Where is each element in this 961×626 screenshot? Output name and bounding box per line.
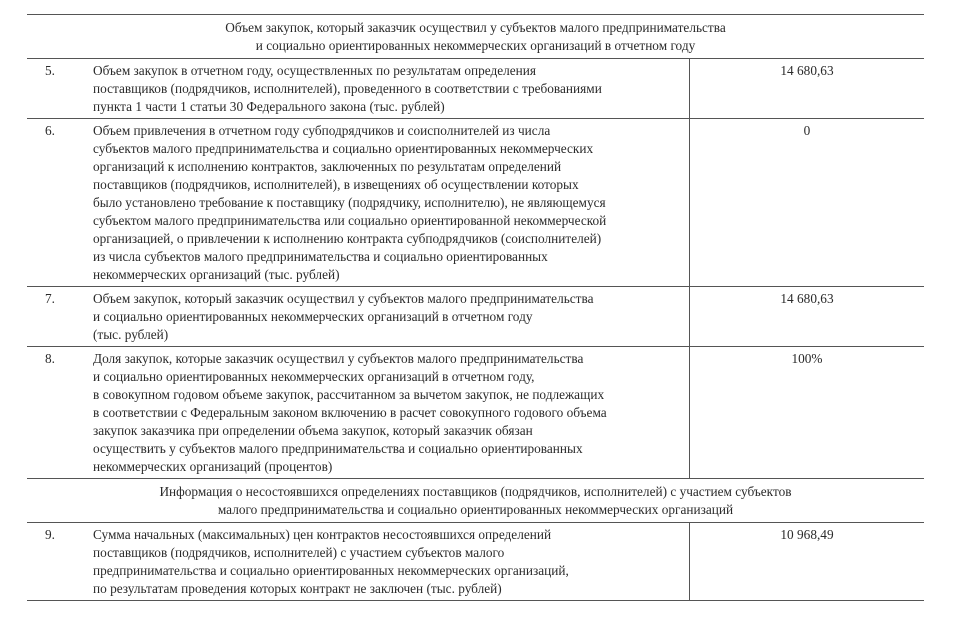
row-description [89,523,690,601]
table-row [27,59,924,119]
description-line: и социально ориентированных некоммерческих организаций в отчетном году, [93,369,535,384]
description-line: Доля закупок, которые заказчик осуществил у субъектов малого предпринимательства [93,351,584,366]
header-line: и социально ориентированных некоммерческих организаций в отчетном году [255,38,696,53]
description-line: закупок заказчика при определении объема закупок, который заказчик обязан [93,423,533,438]
table-row [27,523,924,601]
row-value: 100% [690,347,925,479]
description-line: поставщиков (подрядчиков, исполнителей), в извещениях об осуществлении которых [93,177,579,192]
table-row [27,287,924,347]
description-line: пункта 1 части 1 статьи 30 Федерального закона (тыс. рублей) [93,99,445,114]
description-line: организацией, о привлечении к исполнению контракта субподрядчиков (соисполнителей) [93,231,602,246]
section-header-cell [27,479,924,523]
description-line: субъектом малого предпринимательства или социально ориентированной некоммерческой [93,213,607,228]
description-line: (тыс. рублей) [93,327,169,342]
description-line: по результатам проведения которых контракт не заключен (тыс. рублей) [93,581,502,596]
section-header-small-business [27,15,924,59]
row-value: 14 680,63 [690,287,925,347]
description-line: и социально ориентированных некоммерческих организаций в отчетном году [93,309,533,324]
description-line: Объем закупок, который заказчик осуществил у субъектов малого предпринимательства [93,291,594,306]
description-line: некоммерческих организаций (процентов) [93,459,333,474]
description-line: Объем привлечения в отчетном году субподрядчиков и соисполнителей из числа [93,123,551,138]
row-value: 10 968,49 [690,523,925,601]
description-line: Сумма начальных (максимальных) цен контрактов несостоявшихся определений [93,527,552,542]
description-line: было установлено требование к поставщику (подрядчику, исполнителю), не являющемуся [93,195,606,210]
row-value: 0 [690,119,925,287]
description-line: поставщиков (подрядчиков, исполнителей), проведенного в соответствии с требованиями [93,81,602,96]
description-line: в совокупном годовом объеме закупок, рассчитанном за вычетом закупок, не подлежащих [93,387,605,402]
row-number: 7. [27,287,89,347]
procurement-report-table [27,14,924,601]
section-header-failed-procedures [27,479,924,523]
description-line: из числа субъектов малого предпринимательства и социально ориентированных [93,249,548,264]
table-row [27,347,924,479]
row-description [89,287,690,347]
description-line: Объем закупок в отчетном году, осуществленных по результатам определения [93,63,537,78]
description-line: в соответствии с Федеральным законом включению в расчет совокупного годового объема [93,405,607,420]
row-number: 9. [27,523,89,601]
row-description [89,119,690,287]
row-description [89,347,690,479]
description-line: предпринимательства и социально ориентированных некоммерческих организаций, [93,563,569,578]
watermark: ​ [256,184,304,315]
description-line: осуществить у субъектов малого предпринимательства и социально ориентированных [93,441,583,456]
row-value: 14 680,63 [690,59,925,119]
header-line: Информация о несостоявшихся определениях поставщиков (подрядчиков, исполнителей) с участием субъектов [159,484,792,499]
description-line: организаций к исполнению контрактов, заключенных по результатам определений [93,159,562,174]
description-line: субъектов малого предпринимательства и социально ориентированных некоммерческих [93,141,594,156]
row-number: 5. [27,59,89,119]
table-row [27,119,924,287]
description-line: некоммерческих организаций (тыс. рублей) [93,267,340,282]
header-line: малого предпринимательства и социально ориентированных некоммерческих организаций [217,502,734,517]
section-header-cell [27,15,924,59]
row-number: 6. [27,119,89,287]
description-line: поставщиков (подрядчиков, исполнителей) с участием субъектов малого [93,545,505,560]
row-number: 8. [27,347,89,479]
row-description [89,59,690,119]
header-line: Объем закупок, который заказчик осуществил у субъектов малого предпринимательства [225,20,726,35]
